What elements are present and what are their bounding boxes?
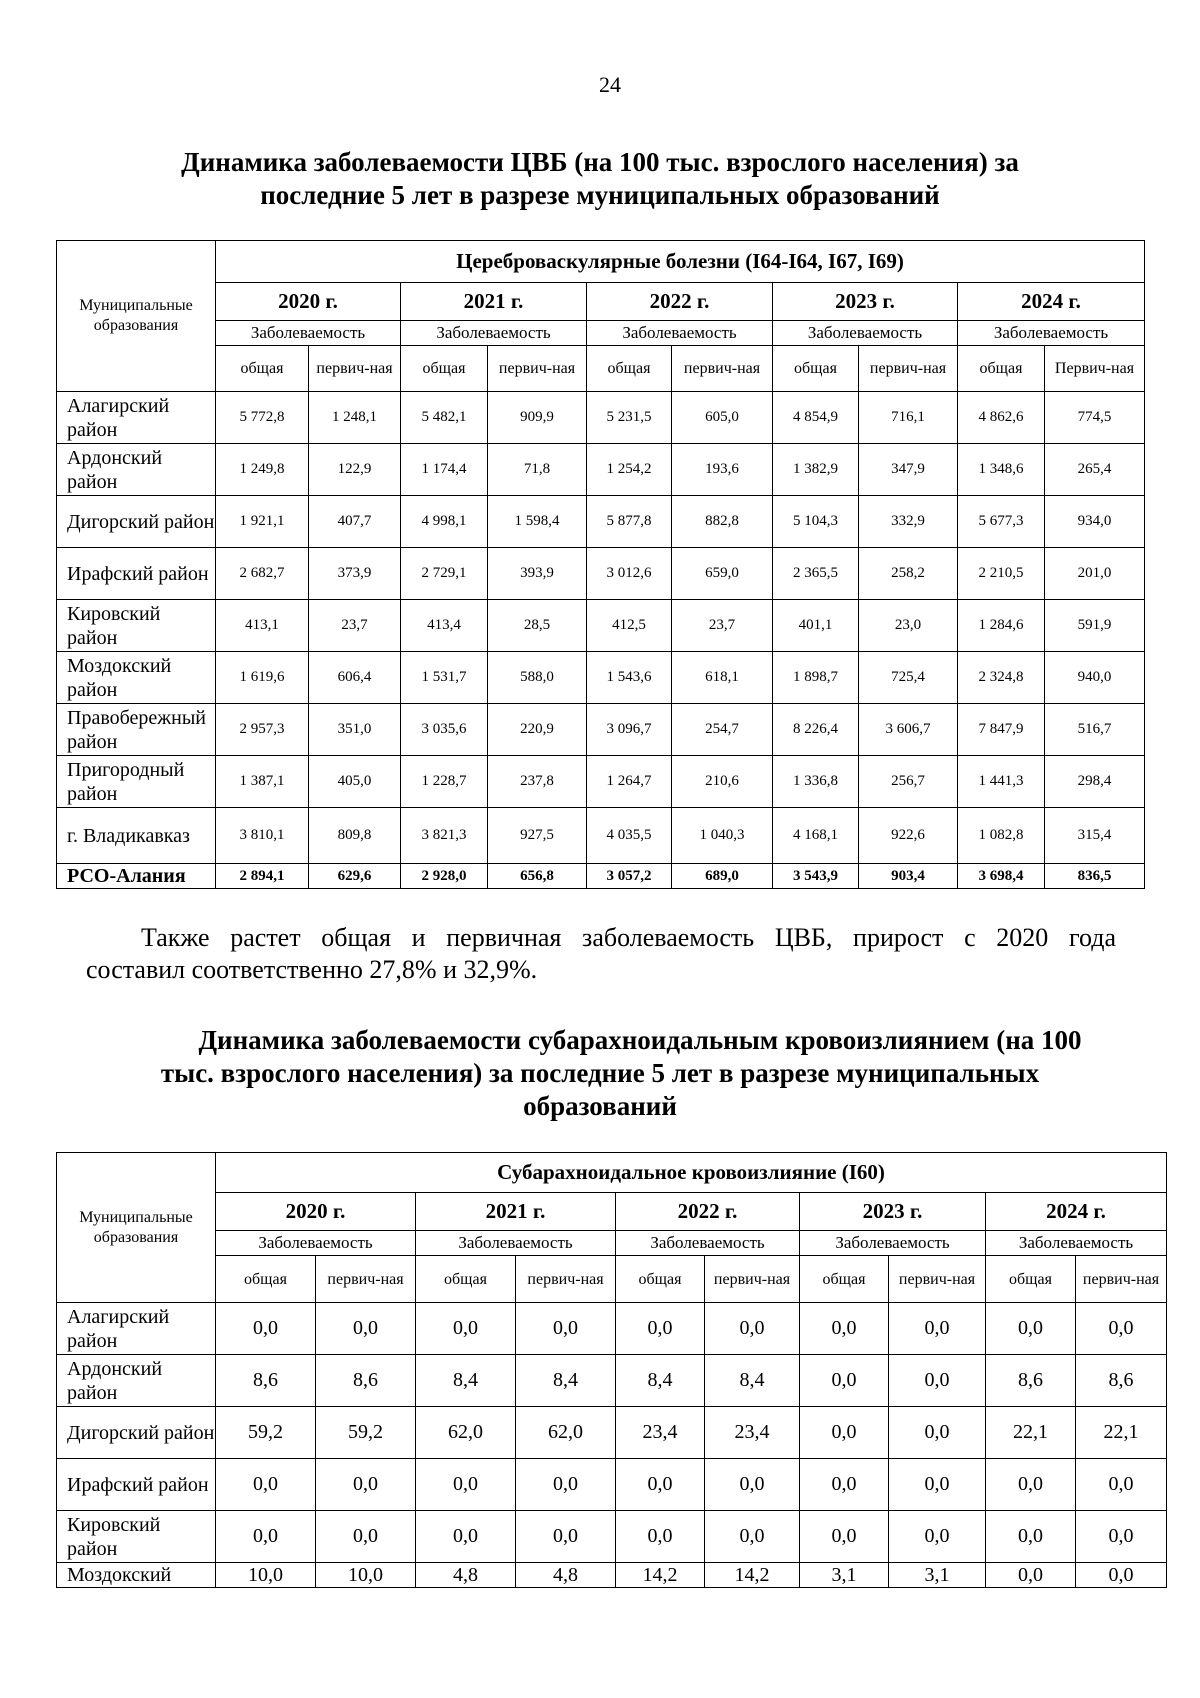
value-cell: 3 606,7 xyxy=(859,704,958,756)
value-cell: 8,6 xyxy=(986,1355,1076,1407)
value-cell: 1 174,4 xyxy=(401,444,488,496)
row-header-label: Муниципальные образования xyxy=(57,241,216,392)
value-cell: 23,7 xyxy=(309,600,401,652)
value-cell: 3 821,3 xyxy=(401,808,488,864)
total-value-cell: 903,4 xyxy=(859,864,958,889)
value-cell: 0,0 xyxy=(705,1303,800,1355)
value-cell: 2 682,7 xyxy=(216,548,309,600)
value-cell: 0,0 xyxy=(986,1563,1076,1588)
district-name: Дигорский район xyxy=(57,1407,216,1459)
value-cell: 591,9 xyxy=(1045,600,1145,652)
district-name: Кировский район xyxy=(57,1511,216,1563)
primary-header: первич-ная xyxy=(672,346,773,392)
district-name: Ирафский район xyxy=(57,548,216,600)
value-cell: 1 531,7 xyxy=(401,652,488,704)
value-cell: 14,2 xyxy=(705,1563,800,1588)
value-cell: 23,4 xyxy=(616,1407,705,1459)
value-cell: 8 226,4 xyxy=(773,704,859,756)
value-cell: 0,0 xyxy=(800,1407,889,1459)
incidence-header: Заболеваемость xyxy=(986,1231,1167,1256)
value-cell: 0,0 xyxy=(800,1303,889,1355)
value-cell: 4 168,1 xyxy=(773,808,859,864)
group-header: Цереброваскулярные болезни (I64-I64, I67, I69) xyxy=(216,241,1145,283)
district-name: Моздокский район xyxy=(57,652,216,704)
table-row xyxy=(57,1355,1167,1407)
value-cell: 220,9 xyxy=(488,704,587,756)
total-header: общая xyxy=(958,346,1045,392)
value-cell: 0,0 xyxy=(316,1511,416,1563)
value-cell: 1 228,7 xyxy=(401,756,488,808)
header-row-group xyxy=(57,1153,1167,1193)
total-value-cell: 689,0 xyxy=(672,864,773,889)
value-cell: 0,0 xyxy=(889,1511,986,1563)
value-cell: 0,0 xyxy=(516,1511,616,1563)
header-row-incidence xyxy=(57,321,1145,346)
incidence-header: Заболеваемость xyxy=(800,1231,986,1256)
value-cell: 2 729,1 xyxy=(401,548,488,600)
primary-header: первич-ная xyxy=(516,1256,616,1303)
value-cell: 882,8 xyxy=(672,496,773,548)
district-name: Пригородный район xyxy=(57,756,216,808)
incidence-header: Заболеваемость xyxy=(616,1231,800,1256)
value-cell: 1 082,8 xyxy=(958,808,1045,864)
value-cell: 8,4 xyxy=(705,1355,800,1407)
value-cell: 927,5 xyxy=(488,808,587,864)
value-cell: 3 012,6 xyxy=(587,548,672,600)
total-header: общая xyxy=(216,1256,316,1303)
value-cell: 0,0 xyxy=(800,1459,889,1511)
value-cell: 1 254,2 xyxy=(587,444,672,496)
value-cell: 201,0 xyxy=(1045,548,1145,600)
district-name: Дигорский район xyxy=(57,496,216,548)
value-cell: 3 810,1 xyxy=(216,808,309,864)
value-cell: 0,0 xyxy=(516,1459,616,1511)
value-cell: 4,8 xyxy=(516,1563,616,1588)
table-row xyxy=(57,704,1145,756)
primary-header: первич-ная xyxy=(889,1256,986,1303)
value-cell: 407,7 xyxy=(309,496,401,548)
value-cell: 3,1 xyxy=(889,1563,986,1588)
year-header: 2023 г. xyxy=(800,1193,986,1231)
value-cell: 0,0 xyxy=(316,1459,416,1511)
table2-title-line2: тыс. взрослого населения) за последние 5 лет в разрезе муниципальных xyxy=(160,1058,1040,1088)
total-value-cell: 3 543,9 xyxy=(773,864,859,889)
value-cell: 774,5 xyxy=(1045,392,1145,444)
value-cell: 0,0 xyxy=(705,1511,800,1563)
value-cell: 1 249,8 xyxy=(216,444,309,496)
header-row-incidence xyxy=(57,1231,1167,1256)
value-cell: 210,6 xyxy=(672,756,773,808)
value-cell: 516,7 xyxy=(1045,704,1145,756)
primary-header: первич-ная xyxy=(488,346,587,392)
value-cell: 3 035,6 xyxy=(401,704,488,756)
value-cell: 0,0 xyxy=(800,1511,889,1563)
value-cell: 4 862,6 xyxy=(958,392,1045,444)
value-cell: 1 336,8 xyxy=(773,756,859,808)
district-name: Алагирский район xyxy=(57,1303,216,1355)
total-value-cell: 629,6 xyxy=(309,864,401,889)
value-cell: 8,4 xyxy=(616,1355,705,1407)
value-cell: 2 365,5 xyxy=(773,548,859,600)
total-header: общая xyxy=(773,346,859,392)
value-cell: 315,4 xyxy=(1045,808,1145,864)
total-header: общая xyxy=(587,346,672,392)
value-cell: 0,0 xyxy=(1076,1511,1167,1563)
value-cell: 0,0 xyxy=(416,1459,516,1511)
table-row xyxy=(57,1303,1167,1355)
value-cell: 23,4 xyxy=(705,1407,800,1459)
value-cell: 7 847,9 xyxy=(958,704,1045,756)
value-cell: 1 040,3 xyxy=(672,808,773,864)
value-cell: 10,0 xyxy=(316,1563,416,1588)
value-cell: 618,1 xyxy=(672,652,773,704)
value-cell: 0,0 xyxy=(986,1459,1076,1511)
value-cell: 1 441,3 xyxy=(958,756,1045,808)
value-cell: 1 543,6 xyxy=(587,652,672,704)
table-row xyxy=(57,1407,1167,1459)
value-cell: 332,9 xyxy=(859,496,958,548)
table-row xyxy=(57,600,1145,652)
primary-header: первич-ная xyxy=(1076,1256,1167,1303)
district-name: Ирафский район xyxy=(57,1459,216,1511)
table-row xyxy=(57,1459,1167,1511)
table-row xyxy=(57,392,1145,444)
value-cell: 0,0 xyxy=(1076,1459,1167,1511)
value-cell: 62,0 xyxy=(416,1407,516,1459)
table-row xyxy=(57,496,1145,548)
value-cell: 605,0 xyxy=(672,392,773,444)
district-name: г. Владикавказ xyxy=(57,808,216,864)
value-cell: 1 348,6 xyxy=(958,444,1045,496)
year-header: 2024 г. xyxy=(958,283,1145,321)
paragraph-line2: составил соответственно 27,8% и 32,9%. xyxy=(86,955,538,984)
value-cell: 23,0 xyxy=(859,600,958,652)
total-row xyxy=(57,864,1145,889)
table-row xyxy=(57,1511,1167,1563)
value-cell: 0,0 xyxy=(986,1303,1076,1355)
value-cell: 0,0 xyxy=(889,1303,986,1355)
district-name: Кировский район xyxy=(57,600,216,652)
value-cell: 2 210,5 xyxy=(958,548,1045,600)
value-cell: 940,0 xyxy=(1045,652,1145,704)
value-cell: 298,4 xyxy=(1045,756,1145,808)
primary-header: Первич-ная xyxy=(1045,346,1145,392)
year-header: 2022 г. xyxy=(587,283,773,321)
value-cell: 0,0 xyxy=(516,1303,616,1355)
value-cell: 1 264,7 xyxy=(587,756,672,808)
value-cell: 412,5 xyxy=(587,600,672,652)
value-cell: 0,0 xyxy=(616,1303,705,1355)
value-cell: 1 387,1 xyxy=(216,756,309,808)
incidence-header: Заболеваемость xyxy=(416,1231,616,1256)
year-header: 2023 г. xyxy=(773,283,958,321)
value-cell: 193,6 xyxy=(672,444,773,496)
value-cell: 0,0 xyxy=(216,1511,316,1563)
value-cell: 5 104,3 xyxy=(773,496,859,548)
value-cell: 1 619,6 xyxy=(216,652,309,704)
value-cell: 59,2 xyxy=(316,1407,416,1459)
value-cell: 1 898,7 xyxy=(773,652,859,704)
value-cell: 0,0 xyxy=(889,1355,986,1407)
district-name: Ардонский район xyxy=(57,444,216,496)
value-cell: 2 957,3 xyxy=(216,704,309,756)
value-cell: 258,2 xyxy=(859,548,958,600)
value-cell: 909,9 xyxy=(488,392,587,444)
value-cell: 0,0 xyxy=(889,1407,986,1459)
sah-incidence-table xyxy=(56,1152,1167,1588)
incidence-header: Заболеваемость xyxy=(216,321,401,346)
value-cell: 3,1 xyxy=(800,1563,889,1588)
table2-title xyxy=(0,1024,1200,1123)
row-header-label: Муниципальные образования xyxy=(57,1153,216,1303)
total-header: общая xyxy=(616,1256,705,1303)
value-cell: 10,0 xyxy=(216,1563,316,1588)
header-row-years xyxy=(57,283,1145,321)
total-value-cell: 2 894,1 xyxy=(216,864,309,889)
cvd-incidence-table xyxy=(56,240,1145,889)
value-cell: 1 248,1 xyxy=(309,392,401,444)
year-header: 2021 г. xyxy=(401,283,587,321)
value-cell: 23,7 xyxy=(672,600,773,652)
value-cell: 351,0 xyxy=(309,704,401,756)
value-cell: 237,8 xyxy=(488,756,587,808)
value-cell: 393,9 xyxy=(488,548,587,600)
district-name: Алагирский район xyxy=(57,392,216,444)
total-header: общая xyxy=(401,346,488,392)
year-header: 2020 г. xyxy=(216,1193,416,1231)
total-header: общая xyxy=(416,1256,516,1303)
value-cell: 809,8 xyxy=(309,808,401,864)
value-cell: 2 324,8 xyxy=(958,652,1045,704)
table2-title-line3: образований xyxy=(523,1091,677,1121)
value-cell: 1 284,6 xyxy=(958,600,1045,652)
incidence-header: Заболеваемость xyxy=(216,1231,416,1256)
value-cell: 122,9 xyxy=(309,444,401,496)
value-cell: 0,0 xyxy=(800,1355,889,1407)
value-cell: 8,6 xyxy=(1076,1355,1167,1407)
value-cell: 254,7 xyxy=(672,704,773,756)
value-cell: 5 231,5 xyxy=(587,392,672,444)
value-cell: 4 998,1 xyxy=(401,496,488,548)
value-cell: 5 877,8 xyxy=(587,496,672,548)
group-header: Субарахноидальное кровоизлияние (I60) xyxy=(216,1153,1167,1193)
table1-title-line1: Динамика заболеваемости ЦВБ (на 100 тыс. взрослого населения) за xyxy=(181,147,1019,177)
total-header: общая xyxy=(216,346,309,392)
value-cell: 22,1 xyxy=(1076,1407,1167,1459)
primary-header: первич-ная xyxy=(316,1256,416,1303)
table1-title-line2: последние 5 лет в разрезе муниципальных образований xyxy=(260,180,940,210)
value-cell: 1 921,1 xyxy=(216,496,309,548)
total-value-cell: 2 928,0 xyxy=(401,864,488,889)
primary-header: первич-ная xyxy=(859,346,958,392)
value-cell: 0,0 xyxy=(416,1303,516,1355)
year-header: 2021 г. xyxy=(416,1193,616,1231)
value-cell: 413,1 xyxy=(216,600,309,652)
value-cell: 659,0 xyxy=(672,548,773,600)
value-cell: 4,8 xyxy=(416,1563,516,1588)
total-header: общая xyxy=(986,1256,1076,1303)
value-cell: 0,0 xyxy=(316,1303,416,1355)
total-header: общая xyxy=(800,1256,889,1303)
value-cell: 14,2 xyxy=(616,1563,705,1588)
value-cell: 413,4 xyxy=(401,600,488,652)
incidence-header: Заболеваемость xyxy=(401,321,587,346)
table-row xyxy=(57,652,1145,704)
value-cell: 0,0 xyxy=(1076,1303,1167,1355)
value-cell: 0,0 xyxy=(216,1459,316,1511)
page-number: 24 xyxy=(599,72,621,97)
district-name: Правобережный район xyxy=(57,704,216,756)
value-cell: 0,0 xyxy=(986,1511,1076,1563)
table-row xyxy=(57,1563,1167,1588)
total-value-cell: 3 057,2 xyxy=(587,864,672,889)
total-value-cell: 3 698,4 xyxy=(958,864,1045,889)
value-cell: 401,1 xyxy=(773,600,859,652)
value-cell: 8,6 xyxy=(316,1355,416,1407)
value-cell: 1 382,9 xyxy=(773,444,859,496)
incidence-header: Заболеваемость xyxy=(958,321,1145,346)
primary-header: первич-ная xyxy=(705,1256,800,1303)
value-cell: 716,1 xyxy=(859,392,958,444)
table-row xyxy=(57,808,1145,864)
value-cell: 4 854,9 xyxy=(773,392,859,444)
value-cell: 22,1 xyxy=(986,1407,1076,1459)
header-row-group xyxy=(57,241,1145,283)
table-row xyxy=(57,756,1145,808)
incidence-header: Заболеваемость xyxy=(773,321,958,346)
value-cell: 405,0 xyxy=(309,756,401,808)
value-cell: 725,4 xyxy=(859,652,958,704)
value-cell: 5 677,3 xyxy=(958,496,1045,548)
value-cell: 8,4 xyxy=(416,1355,516,1407)
value-cell: 8,6 xyxy=(216,1355,316,1407)
value-cell: 0,0 xyxy=(416,1511,516,1563)
value-cell: 5 482,1 xyxy=(401,392,488,444)
value-cell: 606,4 xyxy=(309,652,401,704)
year-header: 2024 г. xyxy=(986,1193,1167,1231)
value-cell: 373,9 xyxy=(309,548,401,600)
value-cell: 4 035,5 xyxy=(587,808,672,864)
value-cell: 934,0 xyxy=(1045,496,1145,548)
paragraph-line1: Также растет общая и первичная заболеваемость ЦВБ, прирост с 2020 года xyxy=(141,923,1116,952)
header-row-years xyxy=(57,1193,1167,1231)
value-cell: 265,4 xyxy=(1045,444,1145,496)
primary-header: первич-ная xyxy=(309,346,401,392)
value-cell: 71,8 xyxy=(488,444,587,496)
total-value-cell: 656,8 xyxy=(488,864,587,889)
year-header: 2022 г. xyxy=(616,1193,800,1231)
table2-title-line1: Динамика заболеваемости субарахноидальным кровоизлиянием (на 100 xyxy=(198,1025,1082,1055)
header-row-subtypes xyxy=(57,346,1145,392)
value-cell: 0,0 xyxy=(216,1303,316,1355)
value-cell: 3 096,7 xyxy=(587,704,672,756)
value-cell: 256,7 xyxy=(859,756,958,808)
growth-paragraph xyxy=(86,922,1116,986)
incidence-header: Заболеваемость xyxy=(587,321,773,346)
value-cell: 0,0 xyxy=(889,1459,986,1511)
total-name: РСО-Алания xyxy=(57,864,216,889)
table-row xyxy=(57,548,1145,600)
value-cell: 8,4 xyxy=(516,1355,616,1407)
value-cell: 0,0 xyxy=(616,1511,705,1563)
value-cell: 5 772,8 xyxy=(216,392,309,444)
value-cell: 347,9 xyxy=(859,444,958,496)
value-cell: 62,0 xyxy=(516,1407,616,1459)
value-cell: 1 598,4 xyxy=(488,496,587,548)
value-cell: 922,6 xyxy=(859,808,958,864)
table1-title xyxy=(0,146,1200,212)
value-cell: 59,2 xyxy=(216,1407,316,1459)
district-name: Моздокский xyxy=(57,1563,216,1588)
value-cell: 0,0 xyxy=(1076,1563,1167,1588)
total-value-cell: 836,5 xyxy=(1045,864,1145,889)
value-cell: 0,0 xyxy=(705,1459,800,1511)
year-header: 2020 г. xyxy=(216,283,401,321)
header-row-subtypes xyxy=(57,1256,1167,1303)
value-cell: 28,5 xyxy=(488,600,587,652)
table-row xyxy=(57,444,1145,496)
value-cell: 0,0 xyxy=(616,1459,705,1511)
value-cell: 588,0 xyxy=(488,652,587,704)
district-name: Ардонский район xyxy=(57,1355,216,1407)
